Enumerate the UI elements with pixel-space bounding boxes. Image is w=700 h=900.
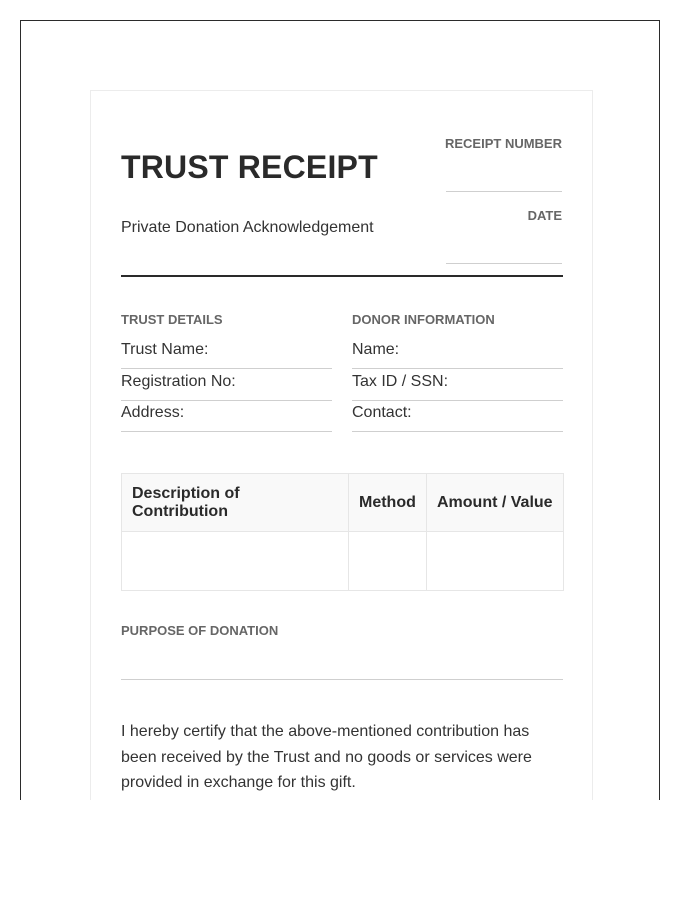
method-cell[interactable] <box>349 532 427 591</box>
table-header-row <box>122 474 564 532</box>
registration-no-field[interactable]: Registration No: <box>121 371 332 401</box>
donor-contact-field[interactable]: Contact: <box>352 402 563 432</box>
amount-cell[interactable] <box>427 532 564 591</box>
document-frame <box>20 20 660 800</box>
tax-id-field[interactable]: Tax ID / SSN: <box>352 371 563 401</box>
receipt-number-label: RECEIPT NUMBER <box>444 136 562 151</box>
purpose-heading: PURPOSE OF DONATION <box>121 623 279 638</box>
trust-details-heading: TRUST DETAILS <box>121 312 223 327</box>
donor-information-heading: DONOR INFORMATION <box>352 312 495 327</box>
receipt-sheet <box>90 90 593 800</box>
trust-address-field[interactable]: Address: <box>121 402 332 432</box>
description-column-header: Description of Contribution <box>122 474 349 532</box>
certification-text: I hereby certify that the above-mentioned contribution has been received by the Trust and no goods or services were provided in exchange for this gift. <box>121 723 532 791</box>
table-row <box>122 532 564 591</box>
amount-column-header: Amount / Value <box>427 474 564 532</box>
receipt-subtitle: Private Donation Acknowledgement <box>121 219 374 236</box>
donor-name-field[interactable]: Name: <box>352 339 563 369</box>
receipt-number-field[interactable] <box>446 191 562 192</box>
date-field[interactable] <box>446 263 562 264</box>
receipt-title: TRUST RECEIPT <box>121 149 378 185</box>
header-divider <box>121 275 563 277</box>
method-column-header: Method <box>349 474 427 532</box>
contribution-table <box>121 473 564 591</box>
date-label: DATE <box>527 208 562 223</box>
purpose-field[interactable] <box>121 679 563 680</box>
trust-name-field[interactable]: Trust Name: <box>121 339 332 369</box>
description-cell[interactable] <box>122 532 349 591</box>
